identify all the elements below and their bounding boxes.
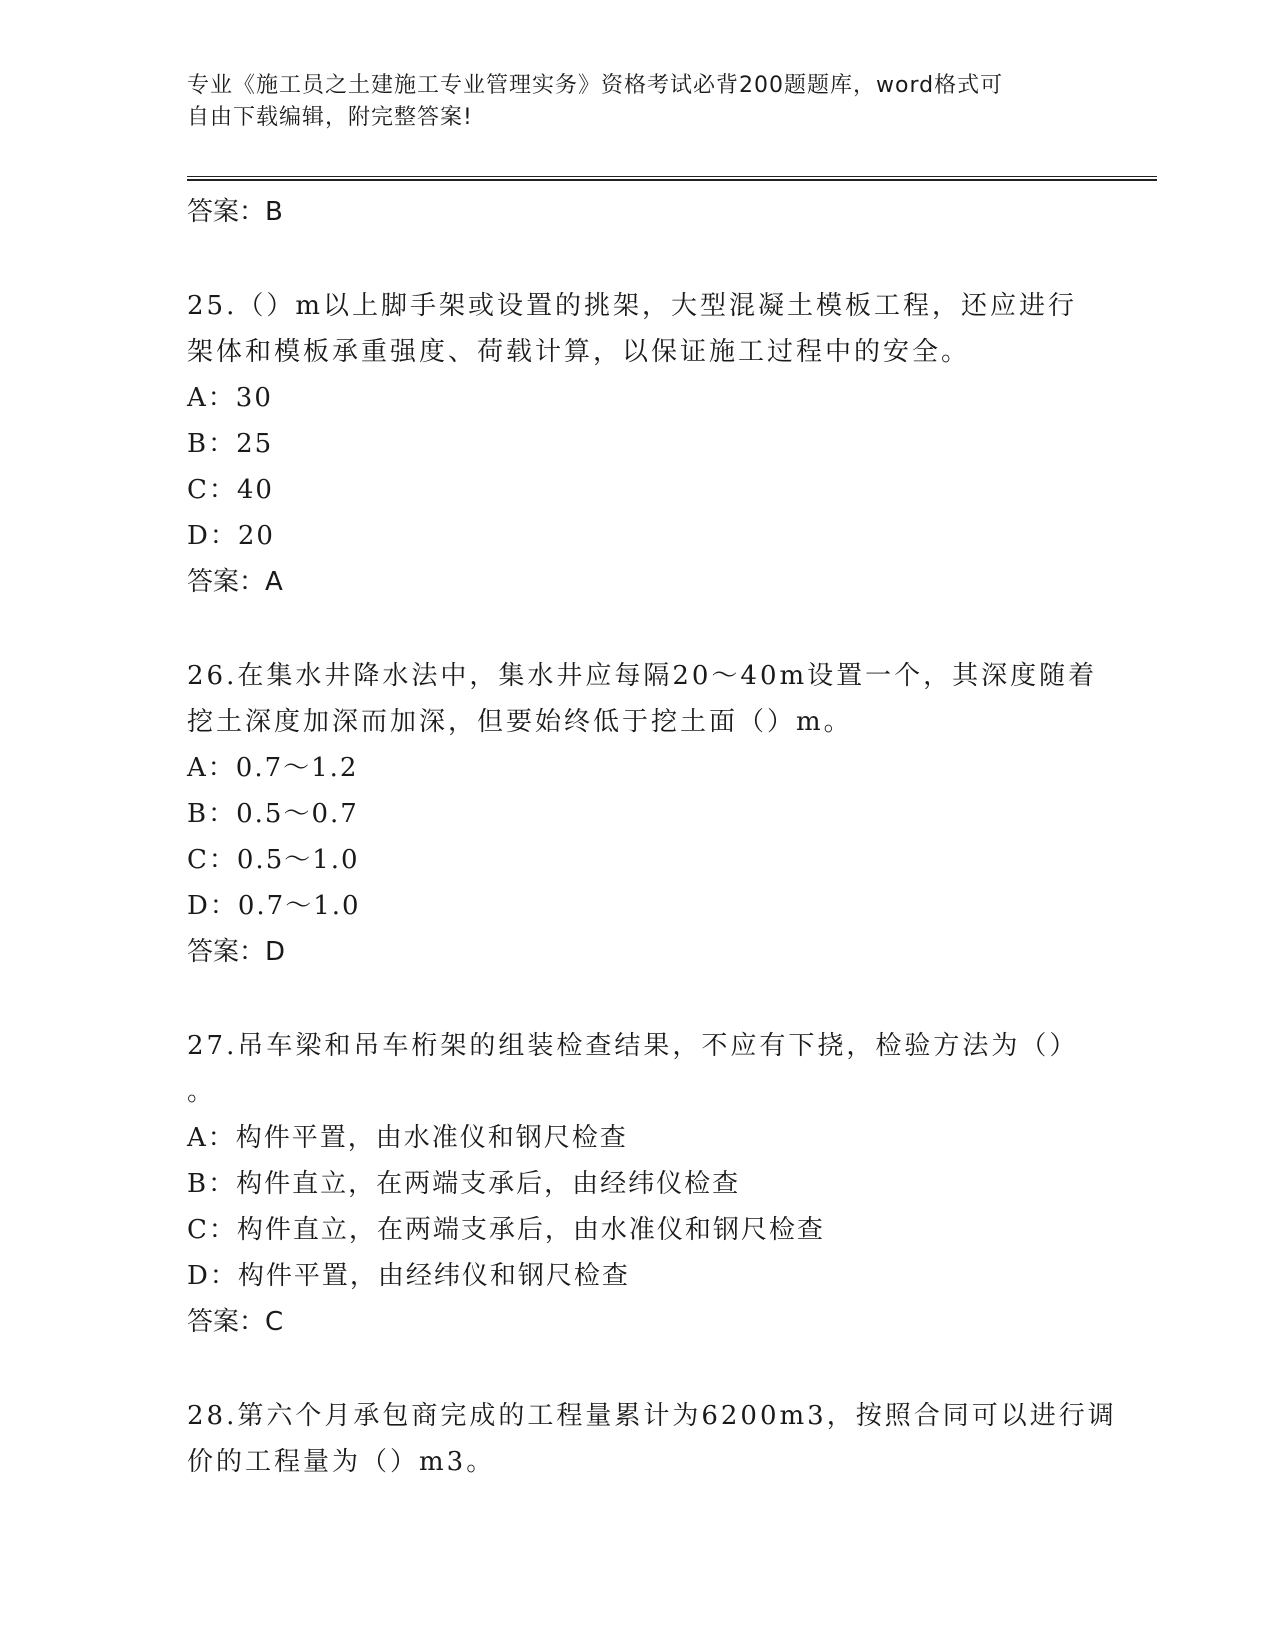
option-c: C：构件直立，在两端支承后，由水准仪和钢尺检查 (187, 1215, 825, 1245)
option-a: A：构件平置，由水准仪和钢尺检查 (187, 1123, 628, 1153)
option-a: A：0.7～1.2 (187, 753, 359, 783)
header-line-1: 专业《施工员之土建施工专业管理实务》资格考试必背200题题库，word格式可 (187, 73, 1004, 98)
question-text-line: 26.在集水井降水法中，集水井应每隔20～40m设置一个，其深度随着 (187, 661, 1098, 691)
question-text (187, 1023, 1087, 1115)
header-rule-top (187, 176, 1157, 177)
question-text-line: 架体和模板承重强度、荷载计算，以保证施工过程中的安全。 (187, 337, 971, 367)
header-rule-bottom (187, 179, 1157, 181)
answer-line: 答案：B (187, 197, 283, 227)
option-d: D：20 (187, 521, 275, 551)
option-d: D：0.7～1.0 (187, 891, 361, 921)
spacer (187, 1345, 1087, 1393)
option-b: B：25 (187, 429, 274, 459)
option-d: D：构件平置，由经纬仪和钢尺检查 (187, 1261, 630, 1291)
question-text (187, 653, 1098, 745)
option-b: B：构件直立，在两端支承后，由经纬仪检查 (187, 1169, 741, 1199)
question-28 (187, 1393, 1117, 1485)
question-27 (187, 1023, 1087, 1345)
question-text-line: 28.第六个月承包商完成的工程量累计为6200m3，按照合同可以进行调 (187, 1401, 1117, 1431)
document-body (187, 189, 1117, 1485)
document-header (187, 70, 1087, 134)
question-25 (187, 283, 1087, 605)
question-text-line: 27.吊车梁和吊车桁架的组装检查结果，不应有下挠，检验方法为（） (187, 1031, 1079, 1061)
option-c: C：40 (187, 475, 274, 505)
question-text-line: 挖土深度加深而加深，但要始终低于挖土面（）m。 (187, 707, 853, 737)
question-26 (187, 653, 1098, 975)
spacer (187, 235, 1087, 283)
option-c: C：0.5～1.0 (187, 845, 360, 875)
question-text (187, 1393, 1117, 1485)
option-b: B：0.5～0.7 (187, 799, 359, 829)
question-text-line: 25.（）m以上脚手架或设置的挑架，大型混凝土模板工程，还应进行 (187, 291, 1078, 321)
question-text-line: 。 (187, 1077, 217, 1107)
answer-line: 答案：A (187, 567, 283, 597)
option-a: A：30 (187, 383, 273, 413)
header-line-2: 自由下载编辑，附完整答案! (187, 105, 473, 130)
answer-line: 答案：C (187, 1307, 284, 1337)
spacer (187, 605, 1087, 653)
question-text-line: 价的工程量为（）m3。 (187, 1447, 496, 1477)
answer-line: 答案：D (187, 937, 286, 967)
spacer (187, 975, 1087, 1023)
question-text (187, 283, 1087, 375)
